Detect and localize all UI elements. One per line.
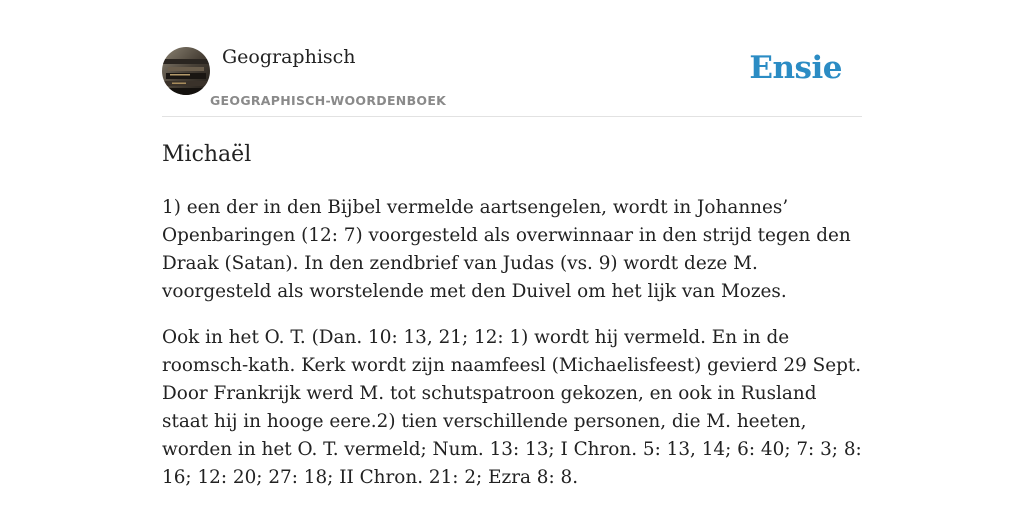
ensie-logo[interactable]: Ensie (749, 50, 842, 86)
source-header (162, 44, 862, 117)
source-slug[interactable]: GEOGRAPHISCH-WOORDENBOEK (210, 93, 447, 108)
article-title: Michaël (162, 142, 252, 167)
article-paragraph: Ook in het O. T. (Dan. 10: 13, 21; 12: 1) wordt hij vermeld. En in de roomsch-kath. Kerk wordt zijn naamfeesl (Michaelisfeest) gevierd 29 Sept. Door Frankrijk werd M. tot schutspatroon gekozen, en ook in Rusland staat hij in hooge eere.2) tien verschillende personen, die M. heeten, worden in het O. T. vermeld; Num. 13: 13; I Chron. 5: 13, 14; 6: 40; 7: 3; 8: 16; 12: 20; 27: 18; II Chron. 21: 2; Ezra 8: 8. (162, 327, 862, 488)
source-avatar-books-icon[interactable] (162, 47, 210, 95)
article-paragraph: 1) een der in den Bijbel vermelde aartsengelen, wordt in Johannes’ Openbaringen (12: 7) voorgesteld als overwinnaar in den strijd tegen den Draak (Satan). In den zendbrief van Judas (vs. 9) wordt deze M. voorgesteld als worstelende met den Duivel om het lijk van Mozes. (162, 197, 851, 302)
article (162, 138, 866, 510)
source-name[interactable]: Geographisch (222, 46, 356, 68)
